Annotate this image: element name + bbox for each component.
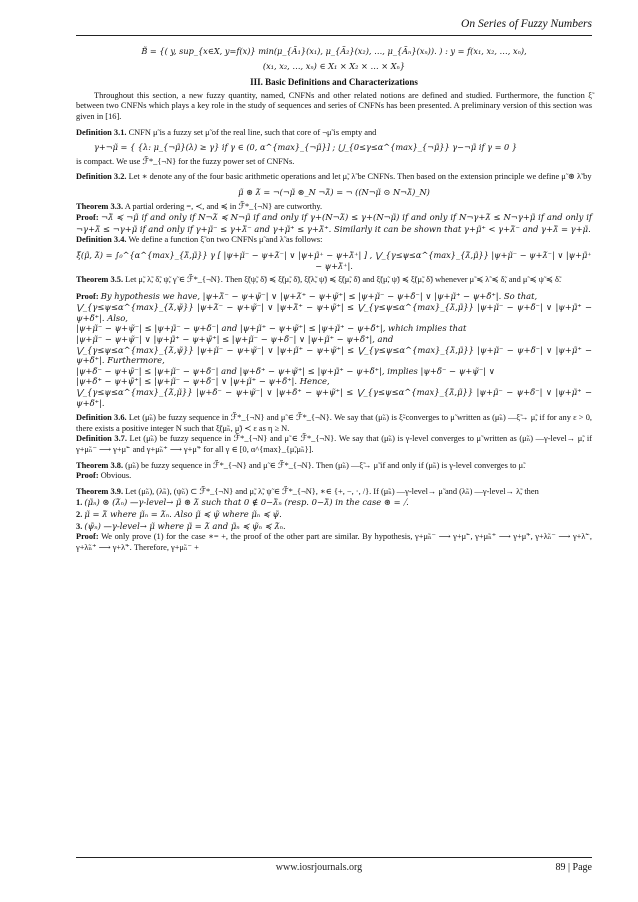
theorem-3-9-label: Theorem 3.9. [76,486,124,496]
definition-3-2-text: Let ∗ denote any of the four basic arithmetic operations and let μ̃, λ̃ be CNFNs. Then based on the extension principle we define μ̃ ⊛ λ̃ by [128,172,592,182]
page-number: 89 | Page [555,862,592,873]
theorem-3-9-item-3-label: 3. [76,521,83,531]
definition-3-2-label: Definition 3.2. [76,172,127,182]
header-rule [76,35,592,36]
proof-3-9 [76,532,592,553]
running-title: On Series of Fuzzy Numbers [461,18,592,30]
top-equation-line2: (x₁, x₂, …, xₙ) ∈ X₁ × X₂ × … × Xₙ} [262,60,406,71]
proof-3-8 [76,471,592,482]
main-content [76,42,592,553]
proof-3-3-label: Proof: [76,213,99,223]
theorem-3-9-text: Let (μ̃ₙ), (λ̃ₙ), (ψ̃ₙ) ⊂ ℱ̃*_{¬N} and μ̃, λ̃, ψ̃ ∈ ℱ̃*_{¬N}, ∗∈ {+, −, ·, /}. If (μ̃ₙ) —γ-level→ μ̃ and (λ̃ₙ) —γ-level→ λ̃, then [125,486,539,496]
proof-3-8-label: Proof: [76,471,99,481]
definition-3-1 [76,128,592,139]
proof-3-5-line4: |ψ+μ̃⁻ − ψ+ψ̃⁻| ∨ |ψ+μ̃⁺ − ψ+ψ̃⁺| ≤ |ψ+μ̃⁻ − ψ+δ̃⁻| ∨ |ψ+μ̃⁺ − ψ+δ̃⁺|, and [76,334,394,345]
definition-3-4 [76,235,592,246]
theorem-3-9-item-1 [76,497,592,509]
top-equation-line1: B̃ = {( y, sup_{x∈X, y=f(x)} min(μ_{Ã₁}(x₁), μ_{Ã₂}(x₂), …, μ_{Ãₙ}(xₙ)). ) : y = f(x₁, x₂, …, xₙ), [141,46,527,56]
theorem-3-9 [76,487,592,498]
proof-3-3 [76,212,592,235]
theorem-3-3-text: A partial ordering =, ≺, and ≼ in ℱ̃*_{¬N} are cutworthy. [124,201,323,211]
theorem-3-9-item-3-text: (ψ̃ₙ) —γ-level→ μ̃ where μ̃ = λ̃ and μ̃ₙ ≼ ψ̃ₙ ≼ λ̃ₙ. [84,520,286,531]
definition-3-7-text: Let (μ̃ₙ) be fuzzy sequence in ℱ̃*_{¬N} and μ̃ ∈ ℱ̃*_{¬N}. We say that (μ̃ₙ) is γ-level converges to μ̃ written as (μ̃ₙ) —γ-level→ μ̃, if γ+μ̃ₙ⁻ ⟶ γ+μ̃⁻ and γ+μ̃ₙ⁺ ⟶ γ+μ̃⁺ for all γ ∈ [0, α^{max}_{μ̃,μ̃ₙ}]. [76,434,592,454]
theorem-3-8-text: (μ̃ₙ) be fuzzy sequence in ℱ̃*_{¬N} and μ̃ ∈ ℱ̃*_{¬N}. Then (μ̃ₙ) —ξ̃→ μ̃ if and only if (μ̃ₙ) is γ-level converges to μ̃. [125,460,526,470]
definition-3-2 [76,172,592,183]
proof-3-8-text: Obvious. [100,471,132,481]
proof-3-9-text: We only prove (1) for the case ∗= +, the proof of the other part are similar. By hypothesis, γ+μ̃ₙ⁻ ⟶ γ+μ̃⁻, γ+μ̃ₙ⁺ ⟶ γ+μ̃⁺, γ+λ̃ₙ⁻ ⟶ γ+λ̃⁻, γ+λ̃ₙ⁺ ⟶ γ+λ̃⁺. Therefore, γ+μ̃ₙ⁻ + [76,532,592,552]
definition-3-4-label: Definition 3.4. [76,235,127,245]
definition-3-7-label: Definition 3.7. [76,434,127,444]
intro-paragraph: Throughout this section, a new fuzzy quantity, named, CNFNs and other related notions are defined and studied. Furthermore, the function ξ̃ between two CNFNs which plays a key role in the study of sequences and series of CNFNs has been presented. A preliminary version of this section was given in [16]. [76,90,592,121]
definition-3-1-label: Definition 3.1. [76,127,127,137]
theorem-3-9-item-2-text: μ̃ = λ̃ where μ̃ₙ = λ̃ₙ. Also μ̃ ≼ ψ̃ where μ̃ₙ ≼ ψ̃. [84,508,282,519]
theorem-3-3-label: Theorem 3.3. [76,201,124,211]
definition-3-2-formula: μ̃ ⊛ λ̃ = ¬(¬μ̃ ⊛_N ¬λ̃) = ¬ ((N¬μ̃ ⊙ N¬λ̃)_N) [238,186,430,197]
theorem-3-3 [76,202,592,213]
proof-3-5-line2: ⋁_{γ≤ψ≤α^{max}_{λ̃,ψ̃}} |ψ+λ̃⁻ − ψ+ψ̃⁻| ∨ |ψ+λ̃⁺ − ψ+ψ̃⁺| ≤ ⋁_{γ≤ψ≤α^{max}_{λ̃,μ̃}} |ψ+μ̃⁻ − ψ+δ̃⁻| ∨ |ψ+μ̃⁺ − ψ+δ̃⁺|. Also, [76,302,592,323]
theorem-3-9-item-3 [76,521,592,533]
proof-3-9-label: Proof: [76,532,99,542]
theorem-3-9-item-2 [76,509,592,521]
definition-3-1-text: CNFN μ̃ is a fuzzy set μ̃ of the real line, such that core of ¬μ̃ is empty and [128,127,377,137]
theorem-3-8-label: Theorem 3.8. [76,460,124,470]
definition-3-4-text: We define a function ξ̃ on two CNFNs μ̃ and λ̃ as follows: [128,235,323,245]
theorem-3-9-item-2-label: 2. [76,509,83,519]
proof-3-3-text: ¬λ̃ ≼ ¬μ̃ if and only if N¬λ̃ ≼ N¬μ̃ if and only if γ+(N¬λ̃) ≤ γ+(N¬μ̃) if and only if N¬γ+λ̃ ≤ N¬γ+μ̃ if and only if ¬γ+λ̃ ≤ ¬γ+μ̃ if and only if γ+μ̃⁻ ≤ γ+λ̃⁻ and γ+μ̃⁺ ≤ γ+λ̃⁺. Similarly it can be shown that γ+μ̃⁺ < γ+λ̃⁻ and γ+λ̃ = γ+μ̃. [76,212,592,234]
theorem-3-8 [76,461,592,472]
journal-url[interactable]: www.iosrjournals.org [275,862,363,873]
footer-rule [76,857,592,858]
proof-3-5-line6: |ψ+δ̃⁻ − ψ+ψ̃⁻| ≤ |ψ+μ̃⁻ − ψ+δ̃⁻| and |ψ+δ̃⁺ − ψ+ψ̃⁺| ≤ |ψ+μ̃⁺ − ψ+δ̃⁺|, implies |ψ+δ̃⁻ − ψ+ψ̃⁻| ∨ [76,365,495,376]
proof-3-5-line8: ⋁_{γ≤ψ≤α^{max}_{λ̃,μ̃}} |ψ+δ̃⁻ − ψ+ψ̃⁻| ∨ |ψ+δ̃⁺ − ψ+ψ̃⁺| ≤ ⋁_{γ≤ψ≤α^{max}_{λ̃,μ̃}} |ψ+μ̃⁻ − ψ+δ̃⁻| ∨ |ψ+μ̃⁺ − ψ+δ̃⁺|. [76,387,592,408]
definition-3-6-label: Definition 3.6. [76,413,127,423]
theorem-3-5-text: Let μ̃, λ̃, δ̃, ψ̃, γ̃ ∈ ℱ̃*_{¬N}. Then ξ̃(ψ̃, δ̃) ≼ ξ̃(μ̃, δ̃), ξ̃(λ̃, ψ̃) ≼ ξ̃(μ̃, δ̃) and ξ̃(μ̃, ψ̃) ≼ ξ̃(μ̃, δ̃) whenever μ̃ ≼ λ̃ ≼ δ̃, and μ̃ ≼ ψ̃ ≼ δ̃. [125,275,562,285]
definition-3-1-tail: is compact. We use ℱ̃*_{¬N} for the fuzzy power set of CNFNs. [76,156,295,166]
proof-3-5-line7: |ψ+δ̃⁺ − ψ+ψ̃⁺| ≤ |ψ+μ̃⁻ − ψ+δ̃⁻| ∨ |ψ+μ̃⁺ − ψ+δ̃⁺|. Hence, [76,376,330,387]
definition-3-1-formula: γ+¬μ̃ = { {λ: μ_{¬μ̃}(λ) ≥ γ} if γ ∈ (0, α^{max}_{¬μ̃}] ; ⋃_{0≤γ≤α^{max}_{¬μ̃}} γ−¬μ̃ if γ = 0 } [94,142,518,153]
section-title: III. Basic Definitions and Characterizations [250,77,418,88]
proof-3-5 [76,291,592,303]
theorem-3-5-label: Theorem 3.5. [76,275,124,285]
definition-3-7 [76,434,592,455]
proof-3-5-line1: By hypothesis we have, |ψ+λ̃⁻ − ψ+ψ̃⁻| ∨ |ψ+λ̃⁺ − ψ+ψ̃⁺| ≤ |ψ+μ̃⁻ − ψ+δ̃⁻| ∨ |ψ+μ̃⁺ − ψ+δ̃⁺|. So that, [100,290,538,301]
proof-3-5-line5: ⋁_{γ≤ψ≤α^{max}_{λ̃,ψ̃}} |ψ+μ̃⁻ − ψ+ψ̃⁻| ∨ |ψ+μ̃⁺ − ψ+ψ̃⁺| ≤ ⋁_{γ≤ψ≤α^{max}_{λ̃,μ̃}} |ψ+μ̃⁻ − ψ+δ̃⁻| ∨ |ψ+μ̃⁺ − ψ+δ̃⁺|. Furthermore, [76,344,592,366]
proof-3-5-line3: |ψ+μ̃⁻ − ψ+ψ̃⁻| ≤ |ψ+μ̃⁻ − ψ+δ̃⁻| and |ψ+μ̃⁺ − ψ+ψ̃⁺| ≤ |ψ+μ̃⁺ − ψ+δ̃⁺|, which implies that [76,323,467,334]
theorem-3-5 [76,275,592,286]
proof-3-5-label: Proof: [76,291,99,301]
definition-3-4-formula: ξ̃(μ̃, λ̃) = ∫₀^{α^{max}_{λ̃,μ̃}} γ [ |ψ+μ̃⁻ − ψ+λ̃⁻| ∨ |ψ+μ̃⁺ − ψ+λ̃⁺| ] , ⋁_{γ≤ψ≤α^{max}_{λ̃,μ̃}} |ψ+μ̃⁻ − ψ+λ̃⁻| ∨ |ψ+μ̃⁺ − ψ+λ̃⁺|. [76,249,592,271]
theorem-3-9-item-1-text: (μ̃ₙ) ⊛ (λ̃ₙ) —γ-level→ μ̃ ⊛ λ̃ such that 0 ∉ 0−λ̃ₙ (resp. 0−λ̃) in the case ⊛ = ⧸. [84,497,409,508]
definition-3-6-text: Let (μ̃ₙ) be fuzzy sequence in ℱ̃*_{¬N} and μ̃ ∈ ℱ̃*_{¬N}. We say that (μ̃ₙ) is ξ̃-converges to μ̃ written as (μ̃ₙ) —ξ̃→ μ̃, if for any ε > 0, there exists a positive integer N such that ξ̃(μ̃ₙ, μ̃) ≺ ε as η ≥ N. [76,413,593,433]
definition-3-6 [76,413,592,434]
theorem-3-9-item-1-label: 1. [76,498,83,508]
